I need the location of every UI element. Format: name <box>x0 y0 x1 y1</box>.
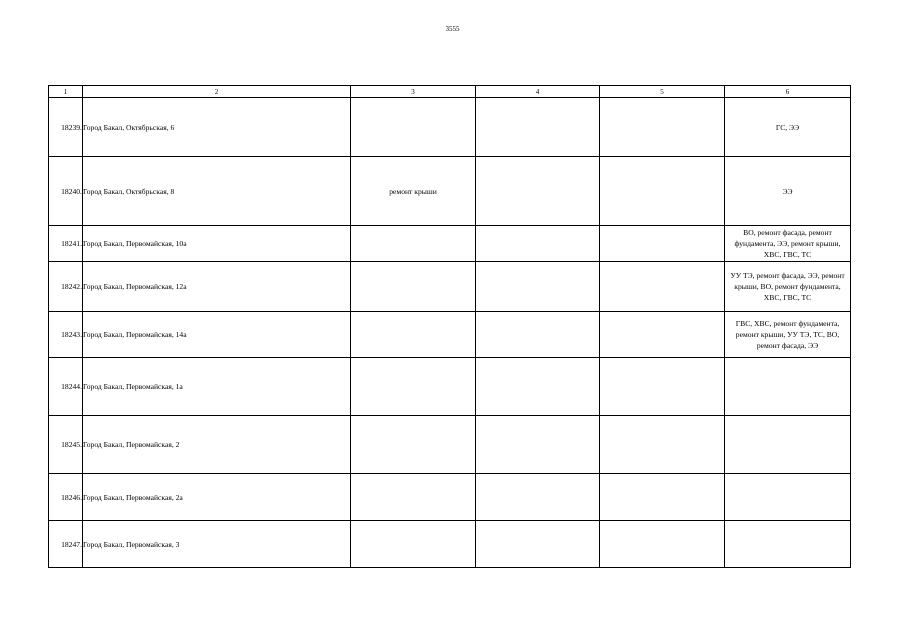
row-col-4 <box>476 157 600 226</box>
row-col-4 <box>476 474 600 521</box>
row-col-5 <box>600 521 725 568</box>
header-col-5: 5 <box>600 86 725 98</box>
row-col-4 <box>476 226 600 262</box>
row-col-6-text: УУ ТЭ, ремонт фасада, ЭЭ, ремонт крыши, ВО, ремонт фундамента, ХВС, ГВС, ТС <box>730 271 845 302</box>
row-col-6-text: ГС, ЭЭ <box>775 122 800 132</box>
page-number: 3555 <box>445 25 460 33</box>
row-col-5 <box>600 358 725 416</box>
header-col-4: 4 <box>476 86 600 98</box>
row-col-5 <box>600 262 725 312</box>
row-number: 18241. <box>49 226 83 262</box>
row-col-3 <box>351 312 476 358</box>
row-address: Город Бакал, Первомайская, 1а <box>83 358 351 416</box>
row-col-6 <box>725 98 851 157</box>
row-col-3: ремонт крыши <box>351 157 476 226</box>
row-col-6-text: ВО, ремонт фасада, ремонт фундамента, ЭЭ, ремонт крыши, ХВС, ГВС, ТС <box>734 228 841 259</box>
row-number: 18239. <box>49 98 83 157</box>
table-header <box>49 86 851 98</box>
row-number: 18244. <box>49 358 83 416</box>
table-row <box>49 474 851 521</box>
header-row <box>49 86 851 98</box>
row-number: 18245. <box>49 416 83 474</box>
table-row <box>49 98 851 157</box>
row-col-3 <box>351 226 476 262</box>
row-col-4 <box>476 98 600 157</box>
row-col-3 <box>351 474 476 521</box>
row-number: 18243. <box>49 312 83 358</box>
row-address: Город Бакал, Первомайская, 10а <box>83 226 351 262</box>
row-col-6 <box>725 157 851 226</box>
row-number: 18242. <box>49 262 83 312</box>
row-address: Город Бакал, Первомайская, 3 <box>83 521 351 568</box>
table-row <box>49 358 851 416</box>
row-col-4 <box>476 262 600 312</box>
row-number: 18240. <box>49 157 83 226</box>
row-address: Город Бакал, Октябрьская, 6 <box>83 98 351 157</box>
header-col-1: 1 <box>49 86 83 98</box>
row-col-3 <box>351 358 476 416</box>
row-address: Город Бакал, Первомайская, 2а <box>83 474 351 521</box>
row-address: Город Бакал, Первомайская, 14а <box>83 312 351 358</box>
row-col-5 <box>600 312 725 358</box>
row-col-4 <box>476 416 600 474</box>
row-col-3 <box>351 98 476 157</box>
row-col-4 <box>476 521 600 568</box>
row-col-6-text: ГВС, ХВС, ремонт фундамента, ремонт крыши, УУ ТЭ, ТС, ВО, ремонт фасада, ЭЭ <box>735 319 840 350</box>
row-col-3 <box>351 416 476 474</box>
header-col-3: 3 <box>351 86 476 98</box>
header-col-2: 2 <box>83 86 351 98</box>
row-number: 18247. <box>49 521 83 568</box>
row-col-6 <box>725 226 851 262</box>
row-col-4 <box>476 312 600 358</box>
row-col-6 <box>725 474 851 521</box>
table-row <box>49 226 851 262</box>
row-col-3 <box>351 521 476 568</box>
row-col-4 <box>476 358 600 416</box>
row-col-5 <box>600 416 725 474</box>
row-col-5 <box>600 474 725 521</box>
register-table <box>48 85 851 568</box>
row-col-6 <box>725 358 851 416</box>
table-row <box>49 416 851 474</box>
row-col-6 <box>725 416 851 474</box>
row-address: Город Бакал, Первомайская, 2 <box>83 416 351 474</box>
row-col-6-text: ЭЭ <box>782 186 793 196</box>
table-row <box>49 312 851 358</box>
table-row <box>49 521 851 568</box>
row-col-6 <box>725 521 851 568</box>
row-col-5 <box>600 226 725 262</box>
table-row <box>49 157 851 226</box>
row-address: Город Бакал, Октябрьская, 8 <box>83 157 351 226</box>
row-col-6 <box>725 262 851 312</box>
table-row <box>49 262 851 312</box>
header-col-6: 6 <box>725 86 851 98</box>
row-col-5 <box>600 157 725 226</box>
row-address: Город Бакал, Первомайская, 12а <box>83 262 351 312</box>
row-col-3 <box>351 262 476 312</box>
row-number: 18246. <box>49 474 83 521</box>
row-col-6 <box>725 312 851 358</box>
row-col-5 <box>600 98 725 157</box>
table-body <box>49 98 851 568</box>
